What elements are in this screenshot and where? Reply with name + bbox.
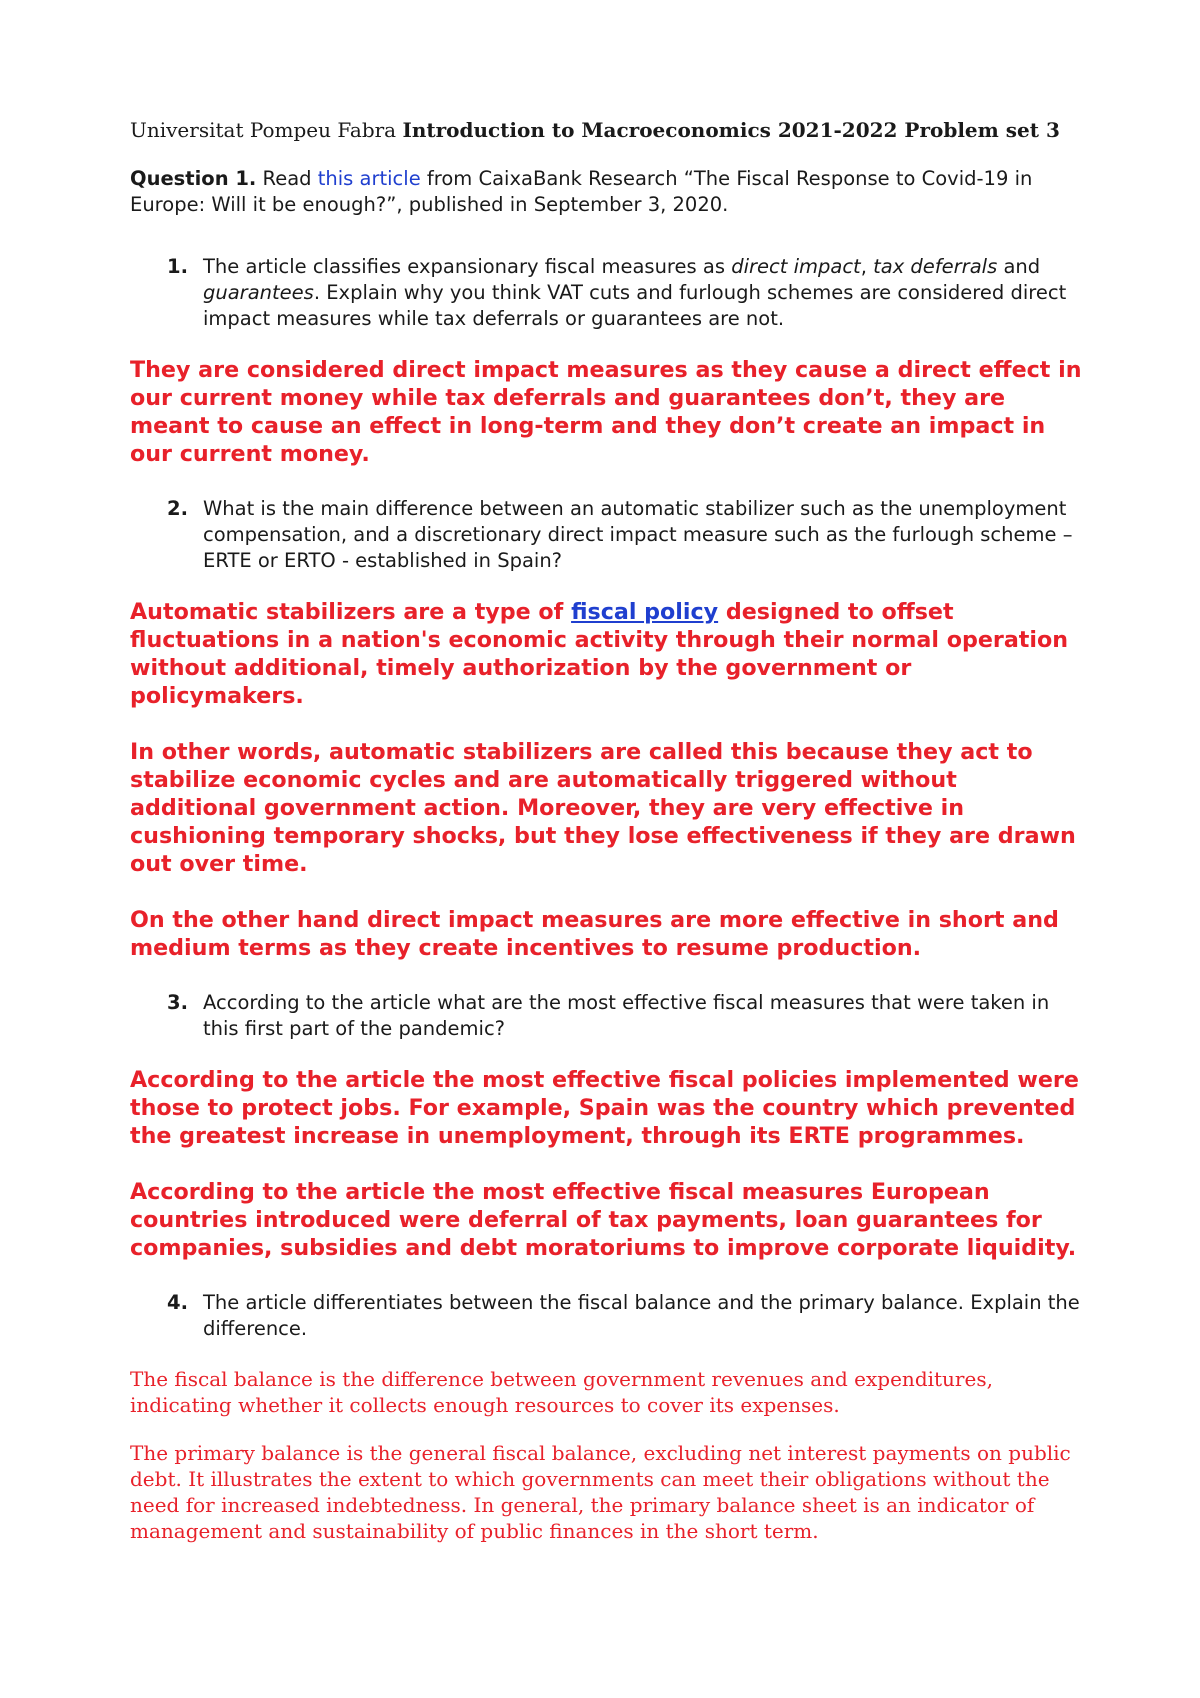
item-italic-guarantees: guarantees (203, 281, 314, 304)
answer-text: Automatic stabilizers are a type of (130, 599, 564, 625)
item-text: What is the main difference between an automatic stabilizer such as the unemployment compensation, and a discretionary direct impact measure such as the furlough scheme – ERTE or ERTO - established in Spain? (203, 497, 1073, 572)
answer-2-paragraph-1 (130, 598, 1090, 710)
fiscal-policy-link[interactable]: fiscal policy (571, 599, 719, 625)
list-item-4 (130, 1290, 1090, 1342)
question-text: from CaixaBank Research “The Fiscal Response to Covid-19 in Europe: Will it be enough?”, published in September 3, 2020. (130, 167, 1033, 216)
list-item-1 (130, 254, 1090, 332)
question-read: Read (262, 167, 312, 190)
item-text: According to the article what are the most effective fiscal measures that were taken in this first part of the pandemic? (203, 991, 1050, 1040)
document-header (130, 116, 1090, 144)
answer-4-paragraph-2: The primary balance is the general fiscal balance, excluding net interest payments on public debt. It illustrates the extent to which governments can meet their obligations without the need for increased indebtedness. In general, the primary balance sheet is an indicator of management and sustainability of public finances in the short term. (130, 1441, 1071, 1543)
item-text: and (1003, 255, 1041, 278)
item-separator: , (860, 255, 867, 278)
answer-1: They are considered direct impact measures as they cause a direct effect in our current money while tax deferrals and guarantees don’t, they are meant to cause an effect in long-term and they don’t create an impact in our current money. (130, 357, 1082, 467)
item-text: The article differentiates between the fiscal balance and the primary balance. Explain the difference. (203, 1291, 1080, 1340)
question-label: Question 1. (130, 167, 257, 190)
list-number: 4. (167, 1291, 188, 1314)
answer-text: designed to offset fluctuations in a nation's economic activity through their normal operation without additional, timely authorization by the government or policymakers. (130, 599, 1069, 709)
list-number: 3. (167, 991, 188, 1014)
university-name: Universitat Pompeu Fabra (130, 118, 397, 142)
answer-2-paragraph-3: On the other hand direct impact measures are more effective in short and medium terms as they create incentives to resume production. (130, 907, 1059, 961)
list-number: 2. (167, 497, 188, 520)
answer-3-paragraph-2: According to the article the most effective fiscal measures European countries introduced were deferral of tax payments, loan guarantees for companies, subsidies and debt moratoriums to improve corporate liquidity. (130, 1179, 1077, 1261)
article-link[interactable]: this article (317, 167, 421, 190)
item-italic-direct-impact: direct impact (731, 255, 861, 278)
question-1-intro (130, 166, 1090, 218)
item-text: The article classifies expansionary fiscal measures as (203, 255, 725, 278)
document-title: Introduction to Macroeconomics 2021-2022 Problem set 3 (402, 118, 1060, 142)
answer-4-paragraph-1: The fiscal balance is the difference between government revenues and expenditures, indicating whether it collects enough resources to cover its expenses. (130, 1367, 993, 1417)
answer-3-paragraph-1: According to the article the most effective fiscal policies implemented were those to protect jobs. For example, Spain was the country which prevented the greatest increase in unemployment, through its ERTE programmes. (130, 1067, 1079, 1149)
item-italic-tax-deferrals: tax deferrals (873, 255, 998, 278)
list-item-2 (130, 496, 1090, 574)
list-item-3 (130, 990, 1090, 1042)
answer-2-paragraph-2: In other words, automatic stabilizers are called this because they act to stabilize economic cycles and are automatically triggered without additional government action. Moreover, they are very effective in cushioning temporary shocks, but they lose effectiveness if they are drawn out over time. (130, 739, 1076, 877)
document-body (130, 116, 1090, 1566)
list-number: 1. (167, 255, 188, 278)
item-text: . Explain why you think VAT cuts and furlough schemes are considered direct impact measures while tax deferrals or guarantees are not. (203, 281, 1067, 330)
